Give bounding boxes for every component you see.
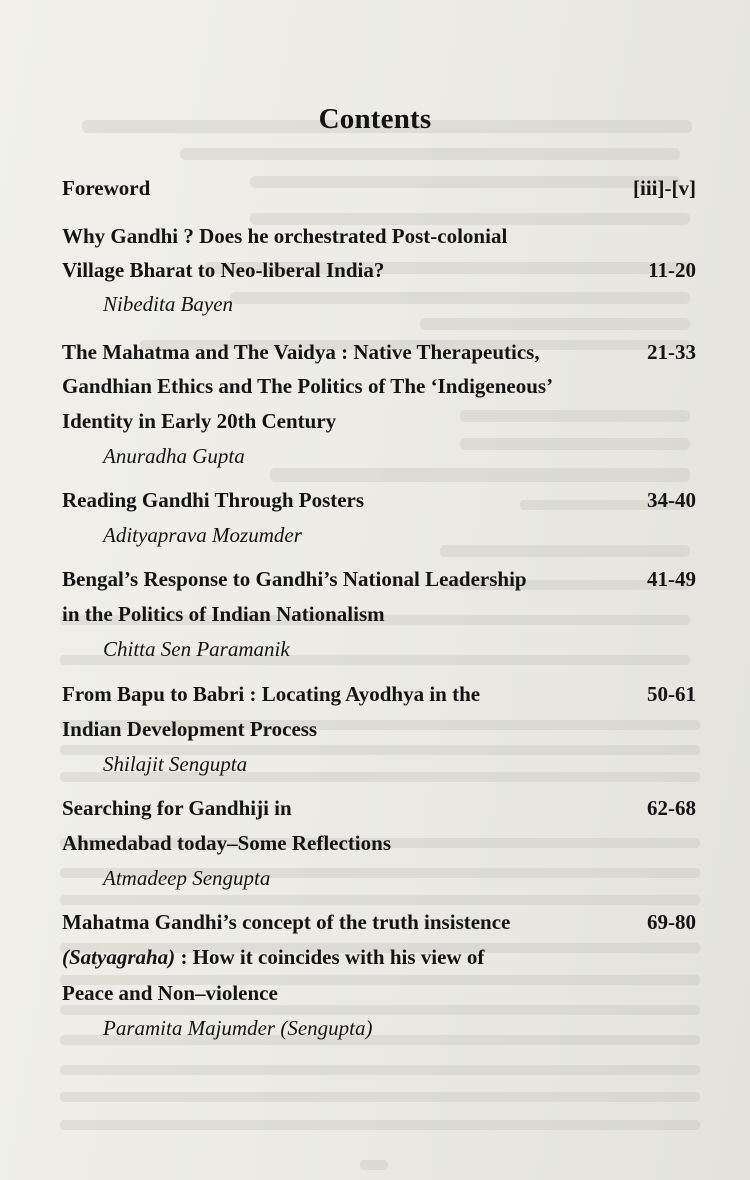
entry-title-line: Searching for Gandhiji in <box>62 796 292 820</box>
entry-author: Paramita Majumder (Sengupta) <box>103 1016 373 1040</box>
entry-author: Atmadeep Sengupta <box>103 866 271 890</box>
entry-title-line: Reading Gandhi Through Posters <box>62 488 365 512</box>
entry-title-line: Gandhian Ethics and The Politics of The ‘Indigeneous’ <box>62 374 554 398</box>
entry-title-line: From Bapu to Babri : Locating Ayodhya in the <box>62 682 481 706</box>
entry-pages: 62-68 <box>647 796 696 820</box>
entry-title-line: Bengal’s Response to Gandhi’s National Leadership <box>62 567 527 591</box>
entry-title-line: Village Bharat to Neo-liberal India? <box>62 258 385 282</box>
entry-title-line: Why Gandhi ? Does he orchestrated Post-colonial <box>62 224 508 248</box>
entry-title-line: Ahmedabad today–Some Reflections <box>62 831 391 855</box>
entry-title-line: Indian Development Process <box>62 717 318 741</box>
entry-author: Anuradha Gupta <box>103 444 245 468</box>
entry-title-fragment: : How it coincides with his view of <box>175 945 485 969</box>
entry-title-line <box>62 945 484 970</box>
entry-author: Chitta Sen Paramanik <box>103 637 290 661</box>
entry-pages: 21-33 <box>647 340 696 364</box>
entry-title-line: Mahatma Gandhi’s concept of the truth insistence <box>62 910 511 934</box>
entry-pages: 11-20 <box>648 258 696 282</box>
entry-pages: 69-80 <box>647 910 696 934</box>
foreword-title: Foreword <box>62 176 151 200</box>
entry-title-line: Peace and Non–violence <box>62 981 278 1005</box>
satyagraha-term: (Satyagraha) <box>62 945 176 969</box>
entry-author: Nibedita Bayen <box>103 292 234 316</box>
entry-title-line: The Mahatma and The Vaidya : Native Therapeutics, <box>62 340 540 364</box>
entry-title-line: Identity in Early 20th Century <box>62 409 337 433</box>
entry-author: Adityaprava Mozumder <box>103 523 302 547</box>
entry-pages: 41-49 <box>647 567 696 591</box>
contents-heading: Contents <box>318 103 432 135</box>
entry-pages: 50-61 <box>647 682 696 706</box>
entry-title-line: in the Politics of Indian Nationalism <box>62 602 385 626</box>
entry-pages: 34-40 <box>647 488 696 512</box>
entry-author: Shilajit Sengupta <box>103 752 248 776</box>
foreword-pages: [iii]-[v] <box>633 176 696 200</box>
